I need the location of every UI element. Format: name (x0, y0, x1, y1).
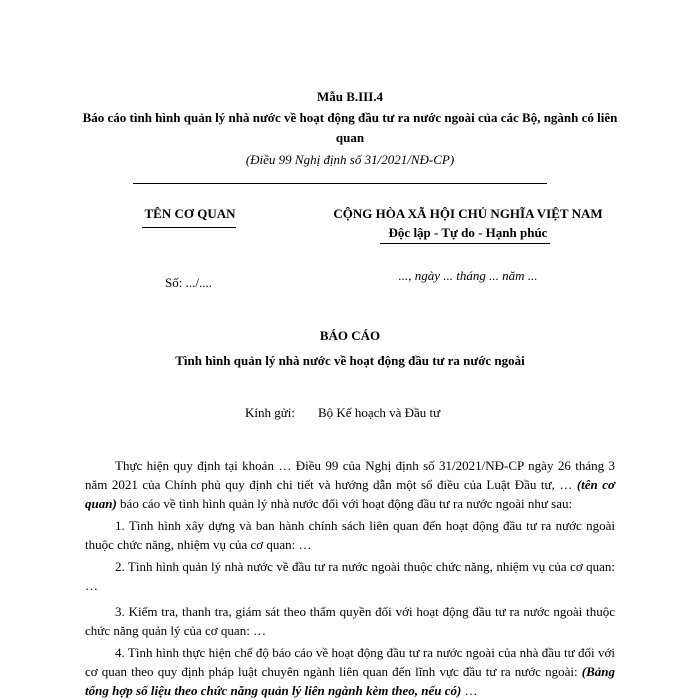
header-divider (133, 183, 547, 184)
report-heading: BÁO CÁO (319, 328, 381, 343)
recipient-label: Kính gửi: (245, 405, 296, 420)
item-4-text: 4. Tình hình thực hiện chế độ báo cáo về hoạt động đầu tư ra nước ngoài của nhà đầu tư đối với cơ quan theo quy định pháp luật chuyên ngành liên quan đến lĩnh vực đầu tư ra nước ngoài: (85, 645, 615, 679)
place-date: ..., ngày ... tháng ... năm ... (398, 268, 538, 283)
document-number: Số: .../.... (165, 275, 212, 290)
republic-name: CỘNG HÒA XÃ HỘI CHỦ NGHĨA VIỆT NAM (333, 206, 603, 221)
motto-underline (380, 243, 550, 244)
item-4 (85, 643, 615, 700)
agency-name: TÊN CƠ QUAN (144, 206, 236, 221)
item-1: 1. Tình hình xây dựng và ban hành chính sách liên quan đến hoạt động đầu tư ra nước ngoài thuộc chức năng, nhiệm vụ của cơ quan: … (85, 518, 615, 552)
intro-text: Thực hiện quy định tại khoản … Điều 99 của Nghị định số 31/2021/NĐ-CP ngày 26 tháng 3 năm 2021 của Chính phủ quy định chi tiết và hướng dẫn một số điều của Luật Đầu tư, … (85, 458, 615, 492)
intro-tail: báo cáo về tình hình quản lý nhà nước đối với hoạt động đầu tư ra nước ngoài như sau: (116, 496, 573, 511)
report-subheading: Tình hình quản lý nhà nước về hoạt động đầu tư ra nước ngoài (175, 353, 525, 368)
recipient-name: Bộ Kế hoạch và Đầu tư (318, 405, 441, 420)
item-3: 3. Kiểm tra, thanh tra, giám sát theo thẩm quyền đối với hoạt động đầu tư ra nước ngoài thuộc chức năng quản lý của cơ quan: … (85, 604, 615, 638)
national-motto: Độc lập - Tự do - Hạnh phúc (388, 225, 548, 240)
item-2: 2. Tình hình quản lý nhà nước về đầu tư ra nước ngoài thuộc chức năng, nhiệm vụ của cơ quan: … (85, 559, 615, 593)
legal-basis: (Điều 99 Nghị định số 31/2021/NĐ-CP) (245, 152, 455, 167)
form-code: Mẫu B.III.4 (316, 89, 384, 104)
item-4-note: (Bảng tổng hợp số liệu theo chức năng quản lý liên ngành kèm theo, nếu có) (85, 664, 615, 698)
agency-underline (142, 227, 236, 228)
intro-agency-placeholder: (tên cơ quan) (85, 477, 616, 511)
item-4-tail: … (461, 683, 478, 698)
document-title: Báo cáo tình hình quản lý nhà nước về hoạt động đầu tư ra nước ngoài của các Bộ, ngành có liên quan (82, 110, 618, 145)
intro-paragraph (85, 456, 615, 513)
